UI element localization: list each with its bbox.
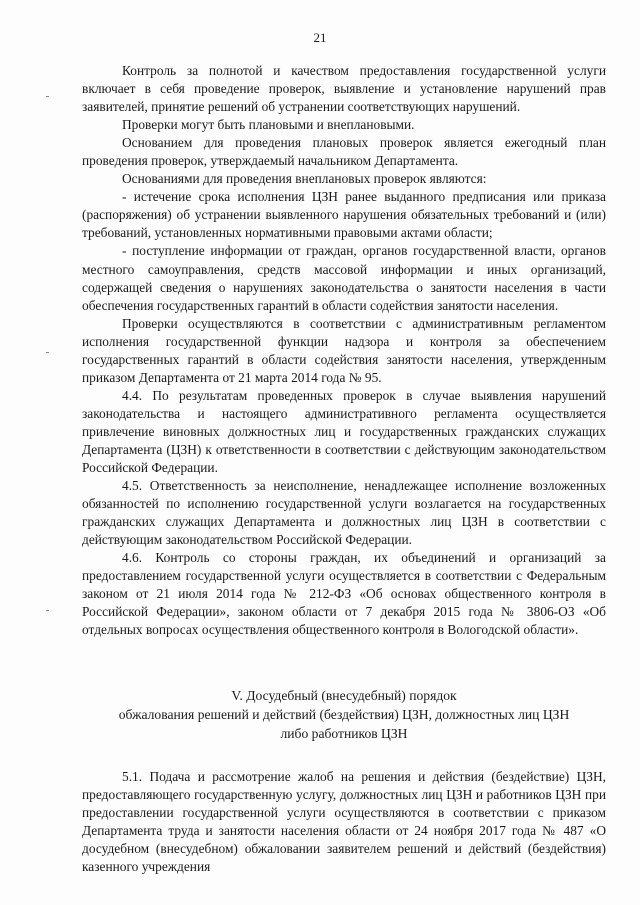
- paragraph-control-scope: Контроль за полнотой и качеством предоставления государственной услуги включает в себя проведение проверок, выявление и установление нарушений прав заявителей, принятие решений об устранении соответствующих нарушений.: [82, 63, 606, 115]
- paragraph-unplanned-basis: Основаниями для проведения внеплановых проверок являются:: [122, 171, 487, 187]
- paragraph-4-6: 4.6. Контроль со стороны граждан, их объединений и организаций за предоставлением государственной услуги осуществляется в соответствии с Федеральным законом от 21 июля 2014 года № 212-ФЗ «Об основах общественного контроля в Российской Федерации», законом области от 7 декабря 2015 года № 3806-ОЗ «Об отдельных вопросах осуществления общественного контроля в Вологодской области».: [82, 550, 606, 638]
- paragraph-list-item-deadline: - истечение срока исполнения ЦЗН ранее выданного предписания или приказа (распоряжения) об устранении выявленного нарушения обязательных требований и (или) требований, установленных нормативными правовыми актами области;: [82, 189, 606, 241]
- body-text: [82, 62, 606, 640]
- paragraph-checks-regulation: Проверки осуществляются в соответствии с административным регламентом исполнения государственной функции надзора и контроля за обеспечением государственных гарантий в области содействия занятости населения, утвержденным приказом Департамента от 21 марта 2014 года № 95.: [82, 315, 606, 385]
- section-heading-line-2: обжалования решений и действий (бездействия) ЦЗН, должностных лиц ЦЗН: [118, 707, 570, 722]
- paragraph-check-types: Проверки могут быть плановыми и внеплановыми.: [122, 117, 415, 133]
- section-heading-line-1: V. Досудебный (внесудебный) порядок: [231, 688, 457, 703]
- section-5-body: [82, 768, 606, 876]
- paragraph-planned-basis: Основанием для проведения плановых проверок является ежегодный план проведения проверок, утверждаемый начальником Департамента.: [82, 135, 606, 169]
- margin-mark: [46, 96, 49, 97]
- margin-mark: [46, 610, 49, 611]
- paragraph-4-4: 4.4. По результатам проведенных проверок в случае выявления нарушений законодательства и настоящего административного регламента осуществляется привлечение виновных должностных лиц и государственных гражданских служащих Департамента (ЦЗН) к ответственности в соответствии с действующим законодательством Российской Федерации.: [82, 387, 606, 476]
- page-number: 21: [313, 30, 327, 45]
- paragraph-list-item-information: - поступление информации от граждан, органов государственной власти, органов местного самоуправления, средств массовой информации и иных организаций, содержащей сведения о нарушениях законодательства о занятости населения в части обеспечения государственных гарантий в области содействия занятости населения.: [82, 243, 606, 313]
- section-heading: [82, 686, 606, 743]
- paragraph-5-1: 5.1. Подача и рассмотрение жалоб на решения и действия (бездействие) ЦЗН, предоставляющего государственную услугу, должностных лиц ЦЗН и работников ЦЗН при предоставлении государственной услуги осуществляются в соответствии с приказом Департамента труда и занятости населения области от 24 ноября 2017 года № 487 «О досудебном (внесудебном) обжаловании заявителем решений и действий (бездействия) казенного учреждения: [82, 769, 606, 875]
- margin-mark: [46, 352, 49, 353]
- section-heading-line-3: либо работников ЦЗН: [280, 726, 408, 741]
- paragraph-4-5: 4.5. Ответственность за неисполнение, ненадлежащее исполнение возложенных обязанностей по исполнению государственной услуги возлагается на государственных гражданских служащих Департамента и должностных лиц ЦЗН в соответствии с действующим законодательством Российской Федерации.: [82, 478, 606, 548]
